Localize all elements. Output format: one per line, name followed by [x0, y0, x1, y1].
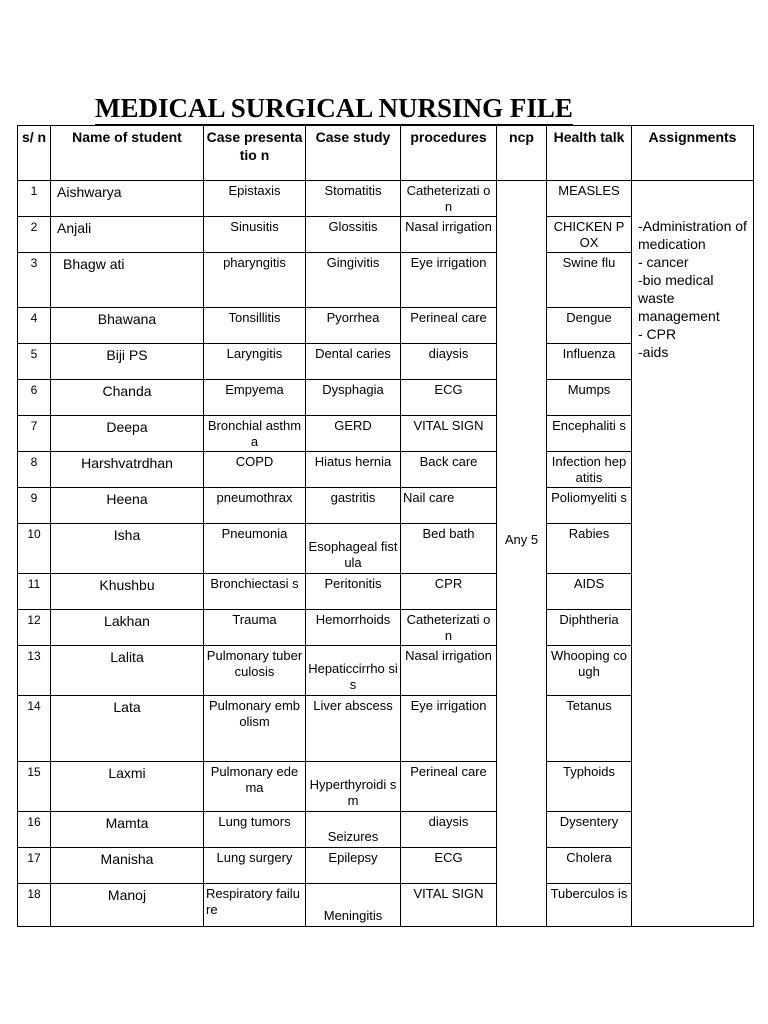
row-number: 4: [18, 308, 51, 344]
case-study-cell: Hiatus hernia: [306, 452, 401, 488]
health-talk-cell: Poliomyeliti s: [547, 488, 632, 524]
case-study-cell: gastritis: [306, 488, 401, 524]
health-talk-cell: Dysentery: [547, 812, 632, 848]
health-talk-cell: Mumps: [547, 380, 632, 416]
student-name: Lakhan: [51, 610, 204, 646]
procedure-cell: Nasal irrigation: [401, 217, 497, 253]
student-name: Manisha: [51, 848, 204, 884]
procedure-cell: Eye irrigation: [401, 696, 497, 762]
student-name: Isha: [51, 524, 204, 574]
student-name: Harshvatrdhan: [51, 452, 204, 488]
procedure-cell: Back care: [401, 452, 497, 488]
procedure-cell: ECG: [401, 380, 497, 416]
case-study-cell: Dental caries: [306, 344, 401, 380]
row-number: 8: [18, 452, 51, 488]
health-talk-cell: Rabies: [547, 524, 632, 574]
procedure-cell: ECG: [401, 848, 497, 884]
procedure-cell: VITAL SIGN: [401, 884, 497, 927]
row-number: 16: [18, 812, 51, 848]
case-presentation-cell: Laryngitis: [204, 344, 306, 380]
case-study-cell: Pyorrhea: [306, 308, 401, 344]
case-study-cell: Esophageal fistula: [306, 524, 401, 574]
case-presentation-cell: Bronchial asthma: [204, 416, 306, 452]
health-talk-cell: Cholera: [547, 848, 632, 884]
header-ncp: ncp: [497, 126, 547, 181]
row-number: 13: [18, 646, 51, 696]
header-sn: s/ n: [18, 126, 51, 181]
student-name: Anjali: [51, 217, 204, 253]
ncp-cell: Any 5: [497, 181, 547, 927]
procedure-cell: Catheterizati on: [401, 610, 497, 646]
case-study-cell: Epilepsy: [306, 848, 401, 884]
table-header-row: [18, 126, 754, 181]
health-talk-cell: Swine flu: [547, 253, 632, 308]
case-study-cell: Meningitis: [306, 884, 401, 927]
student-name: Heena: [51, 488, 204, 524]
procedure-cell: Perineal care: [401, 308, 497, 344]
nursing-file-table: [17, 125, 754, 927]
procedure-cell: Nail care: [401, 488, 497, 524]
student-name: Lalita: [51, 646, 204, 696]
health-talk-cell: Whooping cough: [547, 646, 632, 696]
case-study-cell: Hyperthyroidi sm: [306, 762, 401, 812]
row-number: 18: [18, 884, 51, 927]
student-name: Khushbu: [51, 574, 204, 610]
procedure-cell: CPR: [401, 574, 497, 610]
health-talk-cell: AIDS: [547, 574, 632, 610]
case-presentation-cell: COPD: [204, 452, 306, 488]
student-name: Laxmi: [51, 762, 204, 812]
case-presentation-cell: Pulmonary embolism: [204, 696, 306, 762]
case-study-cell: Hepaticcirrho sis: [306, 646, 401, 696]
row-number: 3: [18, 253, 51, 308]
case-study-cell: Dysphagia: [306, 380, 401, 416]
health-talk-cell: MEASLES: [547, 181, 632, 217]
case-presentation-cell: Respiratory failure: [204, 884, 306, 927]
row-number: 17: [18, 848, 51, 884]
row-number: 9: [18, 488, 51, 524]
student-name: Lata: [51, 696, 204, 762]
procedure-cell: Bed bath: [401, 524, 497, 574]
procedure-cell: Eye irrigation: [401, 253, 497, 308]
student-name: Manoj: [51, 884, 204, 927]
health-talk-cell: Encephaliti s: [547, 416, 632, 452]
procedure-cell: Perineal care: [401, 762, 497, 812]
case-study-cell: Hemorrhoids: [306, 610, 401, 646]
header-assignments: Assignments: [632, 126, 754, 181]
case-presentation-cell: Lung surgery: [204, 848, 306, 884]
case-study-cell: Gingivitis: [306, 253, 401, 308]
document-title: MEDICAL SURGICAL NURSING FILE: [95, 92, 573, 126]
row-number: 14: [18, 696, 51, 762]
case-presentation-cell: pharyngitis: [204, 253, 306, 308]
health-talk-cell: Tetanus: [547, 696, 632, 762]
case-presentation-cell: Bronchiectasi s: [204, 574, 306, 610]
procedure-cell: diaysis: [401, 812, 497, 848]
assignments-cell: -Administration of medication - cancer -bio medical waste management - CPR -aids: [632, 181, 754, 927]
row-number: 10: [18, 524, 51, 574]
procedure-cell: VITAL SIGN: [401, 416, 497, 452]
header-name-of-student: Name of student: [51, 126, 204, 181]
case-study-cell: Glossitis: [306, 217, 401, 253]
health-talk-cell: Dengue: [547, 308, 632, 344]
student-name: Bhawana: [51, 308, 204, 344]
student-name: Aishwarya: [51, 181, 204, 217]
header-case-study: Case study: [306, 126, 401, 181]
row-number: 2: [18, 217, 51, 253]
case-presentation-cell: Lung tumors: [204, 812, 306, 848]
case-presentation-cell: Pulmonary edema: [204, 762, 306, 812]
case-presentation-cell: Pneumonia: [204, 524, 306, 574]
health-talk-cell: Tuberculos is: [547, 884, 632, 927]
student-name: Bhagw ati: [51, 253, 204, 308]
case-study-cell: Liver abscess: [306, 696, 401, 762]
row-number: 12: [18, 610, 51, 646]
row-number: 11: [18, 574, 51, 610]
row-number: 1: [18, 181, 51, 217]
case-presentation-cell: Epistaxis: [204, 181, 306, 217]
case-presentation-cell: Empyema: [204, 380, 306, 416]
row-number: 6: [18, 380, 51, 416]
case-presentation-cell: Pulmonary tuberculosis: [204, 646, 306, 696]
student-name: Mamta: [51, 812, 204, 848]
row-number: 5: [18, 344, 51, 380]
row-number: 7: [18, 416, 51, 452]
case-presentation-cell: Tonsillitis: [204, 308, 306, 344]
case-study-cell: Peritonitis: [306, 574, 401, 610]
health-talk-cell: Typhoids: [547, 762, 632, 812]
student-name: Chanda: [51, 380, 204, 416]
case-presentation-cell: Sinusitis: [204, 217, 306, 253]
health-talk-cell: Influenza: [547, 344, 632, 380]
table-row: [18, 181, 754, 217]
student-name: Deepa: [51, 416, 204, 452]
procedure-cell: Catheterizati on: [401, 181, 497, 217]
header-case-presentation: Case presentatio n: [204, 126, 306, 181]
case-presentation-cell: pneumothrax: [204, 488, 306, 524]
case-study-cell: Stomatitis: [306, 181, 401, 217]
procedure-cell: Nasal irrigation: [401, 646, 497, 696]
health-talk-cell: Diphtheria: [547, 610, 632, 646]
case-study-cell: Seizures: [306, 812, 401, 848]
header-procedures: procedures: [401, 126, 497, 181]
health-talk-cell: CHICKEN POX: [547, 217, 632, 253]
case-presentation-cell: Trauma: [204, 610, 306, 646]
header-health-talk: Health talk: [547, 126, 632, 181]
student-name: Biji PS: [51, 344, 204, 380]
procedure-cell: diaysis: [401, 344, 497, 380]
health-talk-cell: Infection hepatitis: [547, 452, 632, 488]
row-number: 15: [18, 762, 51, 812]
case-study-cell: GERD: [306, 416, 401, 452]
